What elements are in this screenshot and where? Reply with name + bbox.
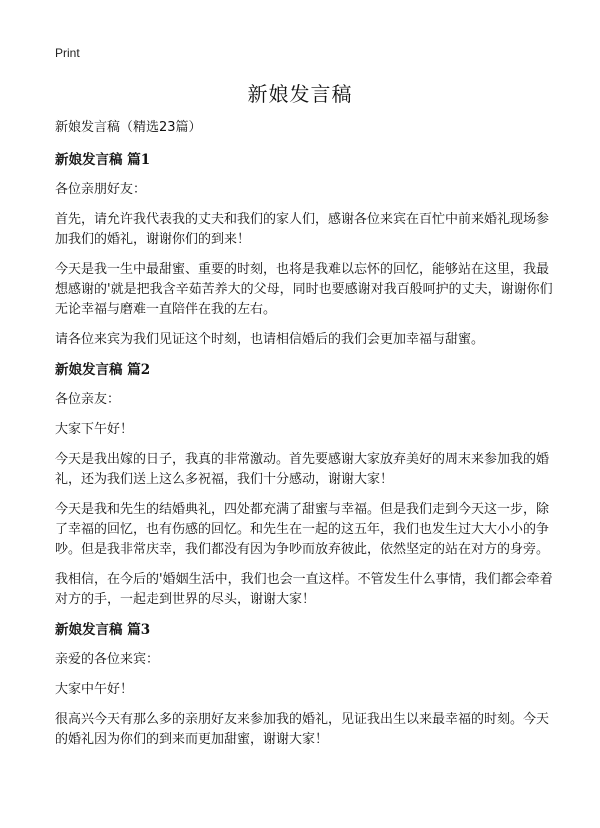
section-heading: 新娘发言稿 篇2 [55, 362, 151, 378]
paragraph: 首先，请允许我代表我的丈夫和我们的家人们，感谢各位来宾在百忙中前来婚礼现场参加我们的婚礼，谢谢你们的到来！ [55, 212, 550, 247]
section-3 [55, 620, 555, 750]
section-heading: 新娘发言稿 篇1 [55, 152, 151, 168]
paragraph: 大家下午好！ [55, 422, 134, 437]
document-subtitle: 新娘发言稿（精选23篇） [55, 120, 202, 135]
paragraph: 今天是我一生中最甜蜜、重要的时刻，也将是我难以忘怀的回忆，能够站在这里，我最想感谢的'就是把我含辛茹苦养大的父母，同时也要感谢对我百般呵护的丈夫，谢谢你们无论幸福与磨难一直陪伴在我的左右。 [55, 262, 553, 317]
page-title: 新娘发言稿 [247, 82, 353, 106]
print-link[interactable]: Print [55, 46, 80, 60]
paragraph: 今天是我出嫁的日子，我真的非常激动。首先要感谢大家放弃美好的周末来参加我的婚礼，还为我们送上这么多祝福，我们十分感动，谢谢大家！ [55, 452, 550, 487]
paragraph: 各位亲友： [55, 392, 121, 407]
section-heading: 新娘发言稿 篇3 [55, 622, 151, 638]
paragraph: 很高兴今天有那么多的亲朋好友来参加我的婚礼，见证我出生以来最幸福的时刻。今天的婚礼因为你们的到来而更加甜蜜，谢谢大家！ [55, 712, 550, 747]
paragraph: 大家中午好！ [55, 682, 134, 697]
paragraph: 我相信，在今后的'婚姻生活中，我们也会一直这样。不管发生什么事情，我们都会牵着对方的手，一起走到世界的尽头，谢谢大家！ [55, 572, 553, 607]
section-1 [55, 150, 555, 350]
document-body [55, 118, 555, 760]
paragraph: 各位亲朋好友： [55, 182, 147, 197]
paragraph: 请各位来宾为我们见证这个时刻，也请相信婚后的我们会更加幸福与甜蜜。 [55, 332, 485, 347]
paragraph: 今天是我和先生的结婚典礼，四处都充满了甜蜜与幸福。但是我们走到今天这一步，除了幸福的回忆，也有伤感的回忆。和先生在一起的这五年，我们也发生过大大小小的争吵。但是我非常庆幸，我们都没有因为争吵而放弃彼此，依然坚定的站在对方的身旁。 [55, 502, 550, 557]
section-2 [55, 360, 555, 610]
paragraph: 亲爱的各位来宾： [55, 652, 160, 667]
